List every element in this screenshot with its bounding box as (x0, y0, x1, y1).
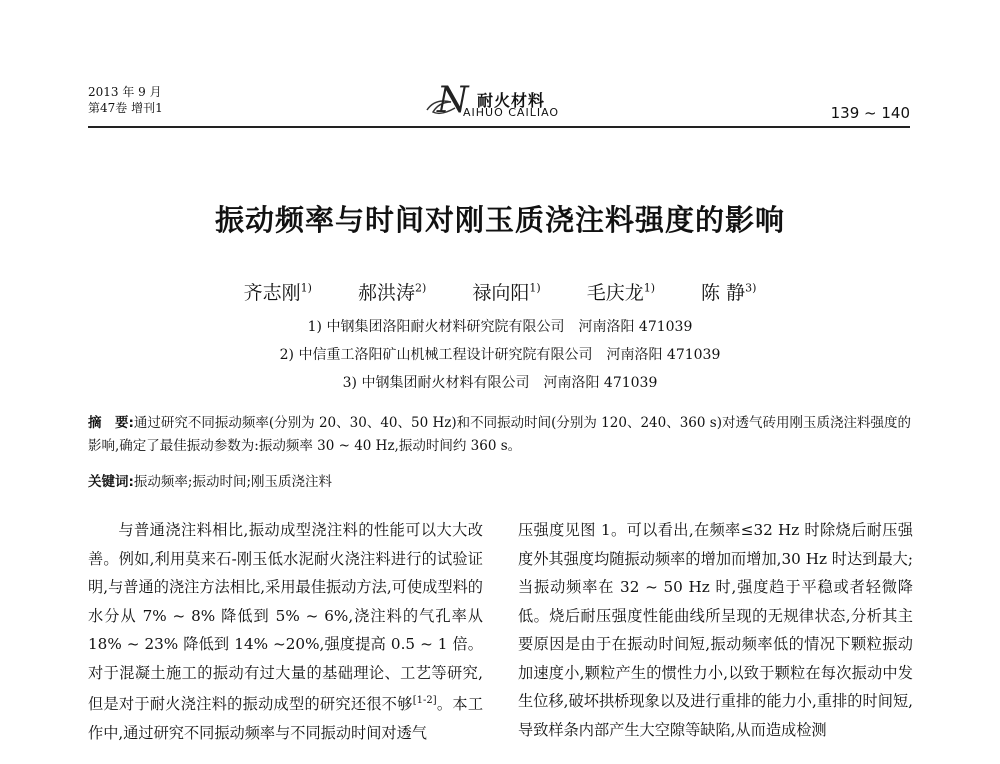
body-paragraph: 与普通浇注料相比,振动成型浇注料的性能可以大大改善。例如,利用莫来石-刚玉低水泥耐火浇注料进行的试验证明,与普通的浇注方法相比,采用最佳振动方法,可使成型料的水分从 7% ~ 8% 降低到 5% ~ 6%,浇注料的气孔率从 18% ~ 23% 降低到 14% ~20%,强度提高 0.5 ~ 1 倍。对于混凝土施工的振动有过大量的基础理论、工艺等研究,但是对于耐火浇注料的振动成型的研究还很不够[1-2]。本工作中,通过研究不同振动频率与不同振动时间对透气 (88, 521, 484, 742)
author-list (0, 278, 1000, 305)
author: 禄向阳$^{1)}$ (472, 281, 541, 304)
author: 郝洪涛$^{2)}$ (357, 281, 427, 304)
abstract (88, 412, 914, 458)
affiliation: 3) 中钢集团耐火材料有限公司 河南洛阳 471039 (342, 375, 658, 391)
journal-issue-info (88, 84, 163, 116)
body-column-right (518, 516, 913, 744)
author: 陈 静$^{3)}$ (701, 281, 757, 304)
issue-date: 2013 年 9 月 (88, 85, 162, 99)
abstract-text: 通过研究不同振动频率(分别为 20、30、40、50 Hz)和不同振动时间(分别为 120、240、360 s)对透气砖用刚玉质浇注料强度的影响,确定了最佳振动参数为:振动频率 30 ~ 40 Hz,振动时间约 360 s。 (88, 415, 911, 454)
keywords-label: 关键词: (88, 474, 134, 490)
affiliation: 2) 中信重工洛阳矿山机械工程设计研究院有限公司 河南洛阳 471039 (279, 347, 721, 363)
body-column-left (88, 516, 483, 747)
affiliation: 1) 中钢集团洛阳耐火材料研究院有限公司 河南洛阳 471039 (307, 319, 693, 335)
keywords (88, 470, 914, 490)
header-divider (88, 126, 910, 128)
logo-english-name: AIHUO CAILIAO (463, 106, 560, 119)
author: 齐志刚$^{1)}$ (243, 281, 312, 304)
author: 毛庆龙$^{1)}$ (586, 281, 655, 304)
page-range: 139 ~ 140 (830, 104, 910, 122)
abstract-label: 摘 要: (88, 415, 134, 431)
logo-chinese-name: 耐火材料 (477, 91, 546, 110)
body-paragraph: 压强度见图 1。可以看出,在频率≤32 Hz 时除烧后耐压强度外其强度均随振动频率的增加而增加,30 Hz 时达到最大;当振动频率在 32 ~ 50 Hz 时,强度趋于平稳或者轻微降低。烧后耐压强度性能曲线所呈现的无规律状态,分析其主要原因是由于在振动时间短,振动频率低的情况下颗粒振动加速度小,颗粒产生的惯性力小,以致于颗粒在每次振动中发生位移,破坏拱桥现象以及进行重排的能力小,重排的时间短,导致样条内部产生大空隙等缺陷,从而造成检测 (518, 521, 913, 739)
issue-volume: 第47卷 增刊1 (88, 101, 163, 115)
keywords-text: 振动频率;振动时间;刚玉质浇注料 (133, 474, 333, 490)
journal-logo (425, 80, 575, 124)
citation: [1-2] (412, 695, 437, 706)
logo-letter: N (437, 80, 469, 121)
paper-title: 振动频率与时间对刚玉质浇注料强度的影响 (214, 203, 785, 237)
